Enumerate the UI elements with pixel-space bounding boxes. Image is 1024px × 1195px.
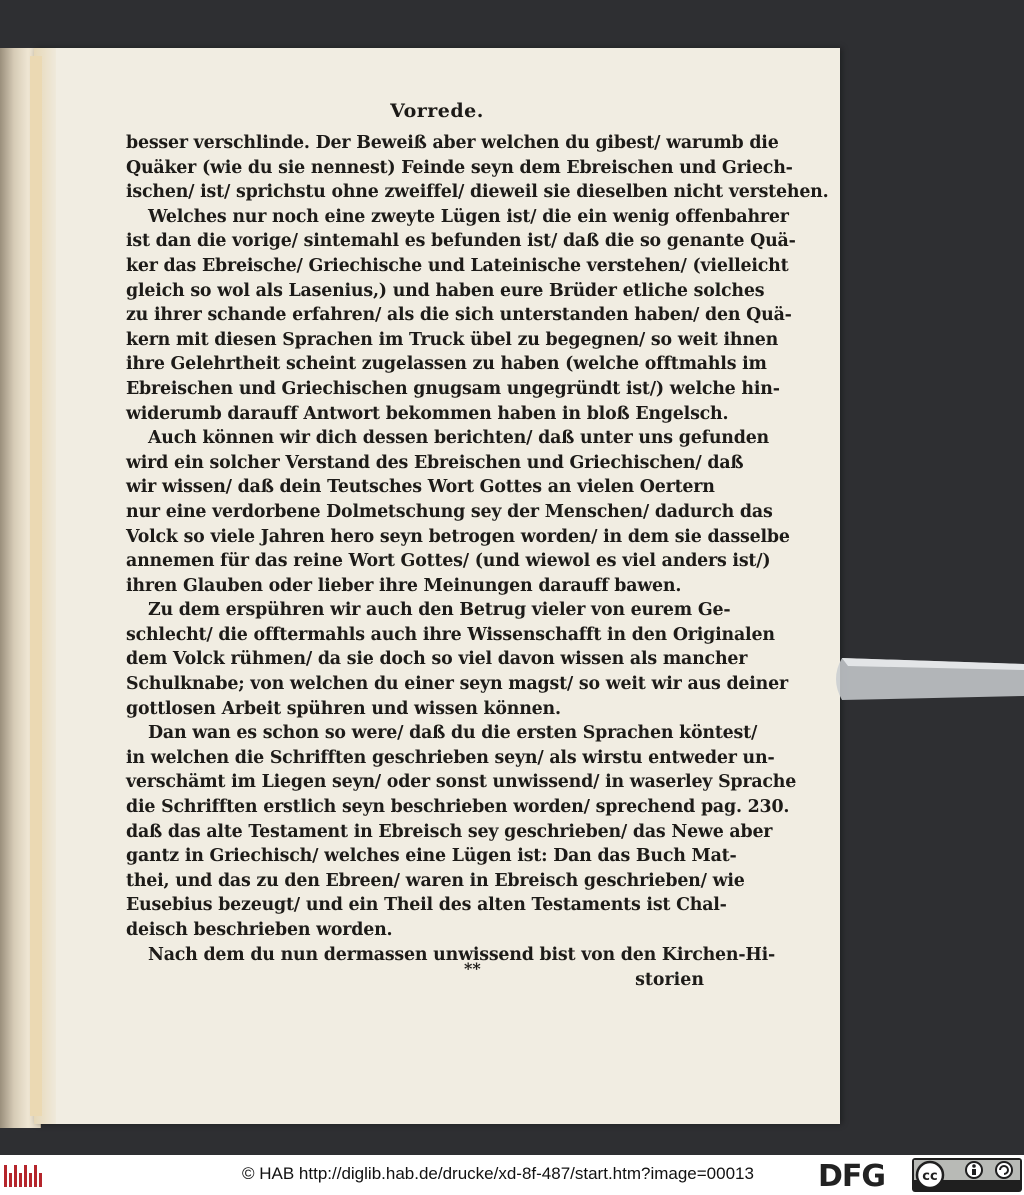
- text-line: besser verschlinde. Der Beweiß aber welchen du gibest/ warumb die: [126, 133, 779, 153]
- text-line: daß das alte Testament in Ebreisch sey geschrieben/ das Newe aber: [126, 821, 773, 842]
- text-line: gottlosen Arbeit spühren und wissen können.: [126, 698, 561, 719]
- catchword: storien: [635, 970, 704, 990]
- cc-by-sa-icon: [912, 1158, 1022, 1192]
- color-ruler-icon: [4, 1161, 44, 1189]
- text-line: deisch beschrieben worden.: [126, 920, 393, 940]
- footer-bar: [0, 1155, 1024, 1195]
- text-line: ihre Gelehrtheit scheint zugelassen zu haben (welche offtmahls im: [126, 354, 767, 375]
- text-line: Welches nur noch eine zweyte Lügen ist/ die ein wenig offenbahrer: [148, 206, 789, 227]
- text-line: kern mit diesen Sprachen im Truck übel zu begegnen/ so weit ihnen: [126, 329, 779, 350]
- text-line: Auch können wir dich dessen berichten/ daß unter uns gefunden: [148, 428, 770, 449]
- page-header: Vorrede.: [390, 100, 484, 122]
- text-line: gantz in Griechisch/ welches eine Lügen ist: Dan das Buch Mat-: [126, 846, 737, 867]
- text-line: nur eine verdorbene Dolmetschung sey der Menschen/ dadurch das: [126, 501, 773, 522]
- text-line: wird ein solcher Verstand des Ebreischen und Griechischen/ daß: [126, 452, 744, 473]
- text-line: schlecht/ die offtermahls auch ihre Wissenschafft in den Originalen: [126, 624, 775, 645]
- dfg-logo: DFG: [818, 1159, 886, 1194]
- text-line: dem Volck rühmen/ da sie doch so viel davon wissen als mancher: [126, 649, 748, 670]
- text-line: annemen für das reine Wort Gottes/ (und wiewol es viel anders ist/): [126, 551, 771, 572]
- signature-mark: **: [464, 959, 481, 978]
- text-line: ist dan die vorige/ sintemahl es befunden ist/ daß die so genante Quä-: [126, 231, 796, 252]
- book-page: [34, 48, 840, 1124]
- text-line: in welchen die Schrifften geschrieben seyn/ als wirstu entweder un-: [126, 747, 775, 768]
- text-line: ischen/ ist/ sprichstu ohne zweiffel/ dieweil sie dieselben nicht verstehen.: [126, 182, 829, 203]
- text-line: Schulknabe; von welchen du einer seyn magst/ so weit wir aus deiner: [126, 674, 788, 695]
- text-line: Ebreischen und Griechischen gnugsam ungegründt ist/) welche hin-: [126, 378, 780, 399]
- text-line: Volck so viele Jahren hero seyn betrogen worden/ in dem sie dasselbe: [126, 526, 790, 547]
- text-line: ihren Glauben oder lieber ihre Meinungen darauff bawen.: [126, 575, 682, 596]
- text-line: Quäker (wie du sie nennest) Feinde seyn dem Ebreischen und Griech-: [126, 157, 793, 178]
- text-line: Nach dem du nun dermassen unwissend bist von den Kirchen-Hi-: [148, 944, 776, 965]
- text-line: ker das Ebreische/ Griechische und Lateinische verstehen/ (vielleicht: [126, 255, 789, 276]
- left-page-inner: [30, 56, 42, 1116]
- text-line: Eusebius bezeugt/ und ein Theil des alten Testaments ist Chal-: [126, 895, 727, 916]
- page-holder-strip: [828, 656, 1024, 702]
- text-line: die Schrifften erstlich seyn beschrieben worden/ sprechend pag. 230.: [126, 797, 790, 818]
- text-line: Dan wan es schon so were/ daß du die ersten Sprachen köntest/: [148, 723, 758, 744]
- text-line: thei, und das zu den Ebreen/ waren in Ebreisch geschrieben/ wie: [126, 870, 745, 891]
- svg-text:cc: cc: [922, 1169, 938, 1184]
- text-line: widerumb darauff Antwort bekommen haben in bloß Engelsch.: [126, 403, 729, 424]
- text-line: Zu dem erspühren wir auch den Betrug vieler von eurem Ge-: [148, 600, 731, 621]
- text-line: verschämt im Liegen seyn/ oder sonst unwissend/ in waserley Sprache: [126, 772, 797, 793]
- text-line: gleich so wol als Lasenius,) und haben eure Brüder etliche solches: [126, 280, 765, 301]
- text-line: zu ihrer schande erfahren/ als die sich unterstanden haben/ den Quä-: [126, 305, 792, 326]
- page-text: [126, 131, 829, 967]
- text-line: wir wissen/ daß dein Teutsches Wort Gottes an vielen Oertern: [126, 477, 715, 498]
- copyright-link[interactable]: © HAB http://diglib.hab.de/drucke/xd-8f-487/start.htm?image=00013: [242, 1164, 754, 1183]
